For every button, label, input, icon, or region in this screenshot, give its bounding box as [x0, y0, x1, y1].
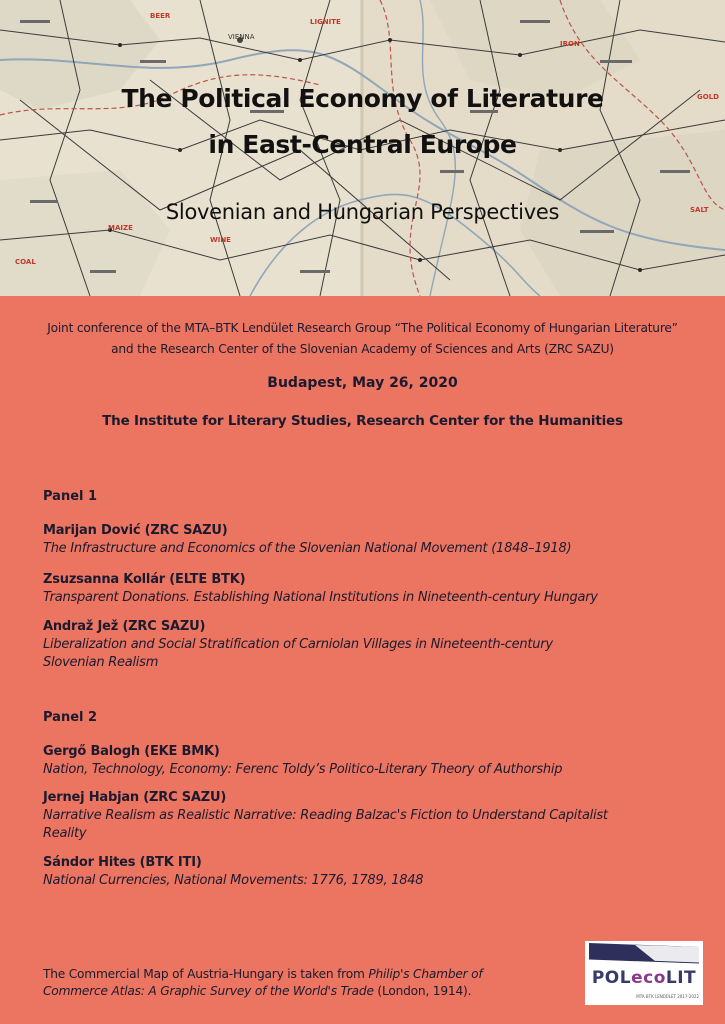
speaker-name: Jernej Habjan (ZRC SAZU) [43, 790, 227, 805]
logo-banner-icon [585, 941, 703, 971]
map-label: MAIZE [108, 224, 133, 232]
conference-intro [0, 318, 725, 360]
page-title-line-2: in East-Central Europe [208, 130, 517, 159]
map-label: GOLD [697, 93, 719, 101]
talk-title: National Currencies, National Movements: 1776, 1789, 1848 [43, 873, 424, 888]
talk-title: The Infrastructure and Economics of the Slovenian National Movement (1848–1918) [43, 541, 572, 556]
credit-source-continued: Commerce Atlas: A Graphic Survey of the World's Trade [43, 984, 374, 998]
intro-line: and the Research Center of the Slovenian Academy of Sciences and Arts (ZRC SAZU) [111, 342, 614, 356]
talk-title: Liberalization and Social Stratification of Carniolan Villages in Nineteenth-century [43, 637, 553, 652]
talk-title-continued: Slovenian Realism [43, 655, 159, 670]
polecolit-logo [585, 941, 703, 1005]
map-label: BEER [150, 12, 171, 20]
speaker-name: Zsuzsanna Kollár (ELTE BTK) [43, 572, 246, 587]
speaker-name: Sándor Hites (BTK ITI) [43, 855, 202, 870]
talk-entry [43, 789, 683, 843]
map-label: WINE [210, 236, 231, 244]
talk-title: Narrative Realism as Realistic Narrative: Reading Balzac's Fiction to Understand Capitalist [43, 808, 608, 823]
talk-entry [43, 854, 683, 890]
map-label: COAL [15, 258, 36, 266]
map-label: LIGNITE [310, 18, 341, 26]
map-credit [43, 966, 563, 1000]
page-subtitle: Slovenian and Hungarian Perspectives [165, 200, 560, 224]
credit-text: The Commercial Map of Austria-Hungary is taken from [43, 967, 369, 981]
map-header [0, 0, 725, 296]
talk-entry [43, 571, 683, 607]
map-label: VIENNA [228, 33, 255, 41]
talk-title: Transparent Donations. Establishing National Institutions in Nineteenth-century Hungary [43, 590, 598, 605]
page-title: The Political Economy of Literature [121, 84, 604, 113]
event-venue: The Institute for Literary Studies, Research Center for the Humanities [102, 413, 623, 429]
map-label: IRON [560, 40, 580, 48]
logo-wordmark: POLecoLIT [591, 968, 697, 988]
credit-source: Philip's Chamber of [368, 967, 483, 981]
speaker-name: Gergő Balogh (EKE BMK) [43, 744, 220, 759]
panel-heading: Panel 1 [43, 489, 98, 504]
logo-tagline: MTA BTK LENDÜLET 2017-2022 [636, 994, 699, 999]
talk-entry [43, 522, 683, 558]
event-date: Budapest, May 26, 2020 [267, 375, 458, 391]
intro-line: Joint conference of the MTA–BTK Lendület Research Group “The Political Economy of Hungarian Literature” [47, 321, 678, 335]
talk-entry [43, 743, 683, 779]
speaker-name: Andraž Jež (ZRC SAZU) [43, 619, 206, 634]
talk-title-continued: Reality [43, 826, 87, 841]
talk-entry [43, 618, 683, 672]
speaker-name: Marijan Dović (ZRC SAZU) [43, 523, 228, 538]
panel-heading: Panel 2 [43, 710, 98, 725]
talk-title: Nation, Technology, Economy: Ferenc Toldy’s Politico-Literary Theory of Authorship [43, 762, 563, 777]
credit-text-end: (London, 1914). [373, 984, 472, 998]
map-label: SALT [690, 206, 709, 214]
